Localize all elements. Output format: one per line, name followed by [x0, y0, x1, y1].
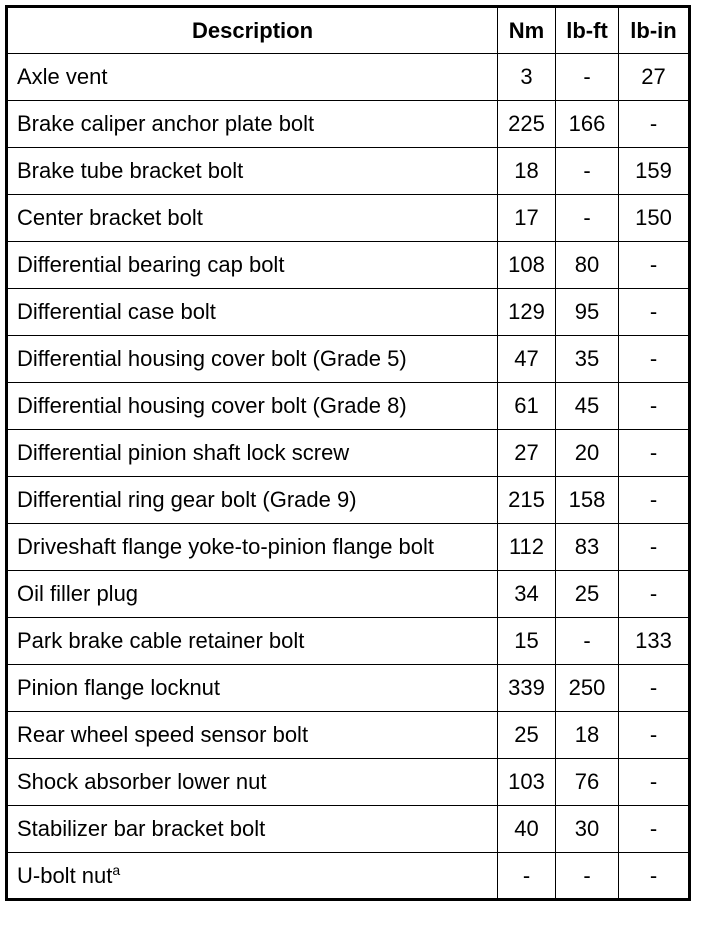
- row-nm: 61: [498, 383, 556, 430]
- row-nm: 215: [498, 477, 556, 524]
- table-row: [7, 383, 690, 430]
- row-lb-in: -: [619, 477, 690, 524]
- row-lb-in: -: [619, 336, 690, 383]
- row-lb-in: -: [619, 524, 690, 571]
- row-description: Oil filler plug: [7, 571, 498, 618]
- row-description: Differential ring gear bolt (Grade 9): [7, 477, 498, 524]
- row-lb-ft: 45: [556, 383, 619, 430]
- row-lb-ft: 76: [556, 759, 619, 806]
- row-lb-in: -: [619, 806, 690, 853]
- row-lb-ft: 83: [556, 524, 619, 571]
- footnote-marker: a: [112, 861, 121, 878]
- table-row: [7, 289, 690, 336]
- row-nm: 225: [498, 101, 556, 148]
- table-row: [7, 477, 690, 524]
- table-row: [7, 242, 690, 289]
- table-row: [7, 430, 690, 477]
- table-row: [7, 759, 690, 806]
- row-nm: -: [498, 853, 556, 900]
- row-lb-in: -: [619, 665, 690, 712]
- row-description: Center bracket bolt: [7, 195, 498, 242]
- row-nm: 339: [498, 665, 556, 712]
- table-row: [7, 853, 690, 900]
- table-row: [7, 54, 690, 101]
- row-lb-ft: -: [556, 853, 619, 900]
- row-lb-in: -: [619, 242, 690, 289]
- row-description: Stabilizer bar bracket bolt: [7, 806, 498, 853]
- table-row: [7, 101, 690, 148]
- row-description: Shock absorber lower nut: [7, 759, 498, 806]
- row-description: Differential housing cover bolt (Grade 8): [7, 383, 498, 430]
- header-lb-ft: lb-ft: [556, 7, 619, 54]
- row-lb-ft: 80: [556, 242, 619, 289]
- table-row: [7, 195, 690, 242]
- row-description: Differential case bolt: [7, 289, 498, 336]
- row-lb-in: -: [619, 383, 690, 430]
- row-lb-ft: 35: [556, 336, 619, 383]
- row-description: Park brake cable retainer bolt: [7, 618, 498, 665]
- row-lb-in: 133: [619, 618, 690, 665]
- table-row: [7, 806, 690, 853]
- row-lb-in: -: [619, 571, 690, 618]
- row-lb-in: -: [619, 430, 690, 477]
- row-lb-in: -: [619, 853, 690, 900]
- row-lb-in: -: [619, 289, 690, 336]
- table-row: [7, 618, 690, 665]
- torque-specifications-table: [5, 5, 691, 901]
- table-row: [7, 571, 690, 618]
- row-lb-in: -: [619, 759, 690, 806]
- header-description: Description: [7, 7, 498, 54]
- row-nm: 129: [498, 289, 556, 336]
- row-lb-ft: -: [556, 54, 619, 101]
- row-description: Brake caliper anchor plate bolt: [7, 101, 498, 148]
- row-description: U-bolt nut: [17, 862, 113, 888]
- row-nm: 40: [498, 806, 556, 853]
- row-description: Rear wheel speed sensor bolt: [7, 712, 498, 759]
- row-nm: 108: [498, 242, 556, 289]
- row-lb-in: 150: [619, 195, 690, 242]
- row-lb-ft: -: [556, 148, 619, 195]
- header-nm: Nm: [498, 7, 556, 54]
- row-description: Axle vent: [7, 54, 498, 101]
- row-lb-ft: -: [556, 618, 619, 665]
- row-nm: 25: [498, 712, 556, 759]
- row-nm: 27: [498, 430, 556, 477]
- table-row: [7, 665, 690, 712]
- row-lb-ft: 95: [556, 289, 619, 336]
- row-nm: 17: [498, 195, 556, 242]
- table-row: [7, 148, 690, 195]
- row-nm: 3: [498, 54, 556, 101]
- row-nm: 103: [498, 759, 556, 806]
- row-description: Pinion flange locknut: [7, 665, 498, 712]
- row-lb-ft: -: [556, 195, 619, 242]
- row-lb-in: -: [619, 712, 690, 759]
- row-lb-ft: 250: [556, 665, 619, 712]
- row-lb-in: 27: [619, 54, 690, 101]
- row-description: Driveshaft flange yoke-to-pinion flange bolt: [7, 524, 498, 571]
- row-description: Differential pinion shaft lock screw: [7, 430, 498, 477]
- header-lb-in: lb-in: [619, 7, 690, 54]
- row-nm: 18: [498, 148, 556, 195]
- table-body: [7, 54, 690, 900]
- row-lb-ft: 30: [556, 806, 619, 853]
- row-lb-ft: 20: [556, 430, 619, 477]
- row-lb-ft: 166: [556, 101, 619, 148]
- row-lb-in: -: [619, 101, 690, 148]
- row-description: Brake tube bracket bolt: [7, 148, 498, 195]
- row-lb-in: 159: [619, 148, 690, 195]
- row-nm: 112: [498, 524, 556, 571]
- table-row: [7, 524, 690, 571]
- row-description-cell: [7, 853, 498, 900]
- row-nm: 34: [498, 571, 556, 618]
- table-header-row: [7, 7, 690, 54]
- row-description: Differential housing cover bolt (Grade 5): [7, 336, 498, 383]
- table-row: [7, 336, 690, 383]
- row-description: Differential bearing cap bolt: [7, 242, 498, 289]
- table-row: [7, 712, 690, 759]
- row-lb-ft: 18: [556, 712, 619, 759]
- row-lb-ft: 25: [556, 571, 619, 618]
- row-lb-ft: 158: [556, 477, 619, 524]
- row-nm: 15: [498, 618, 556, 665]
- row-nm: 47: [498, 336, 556, 383]
